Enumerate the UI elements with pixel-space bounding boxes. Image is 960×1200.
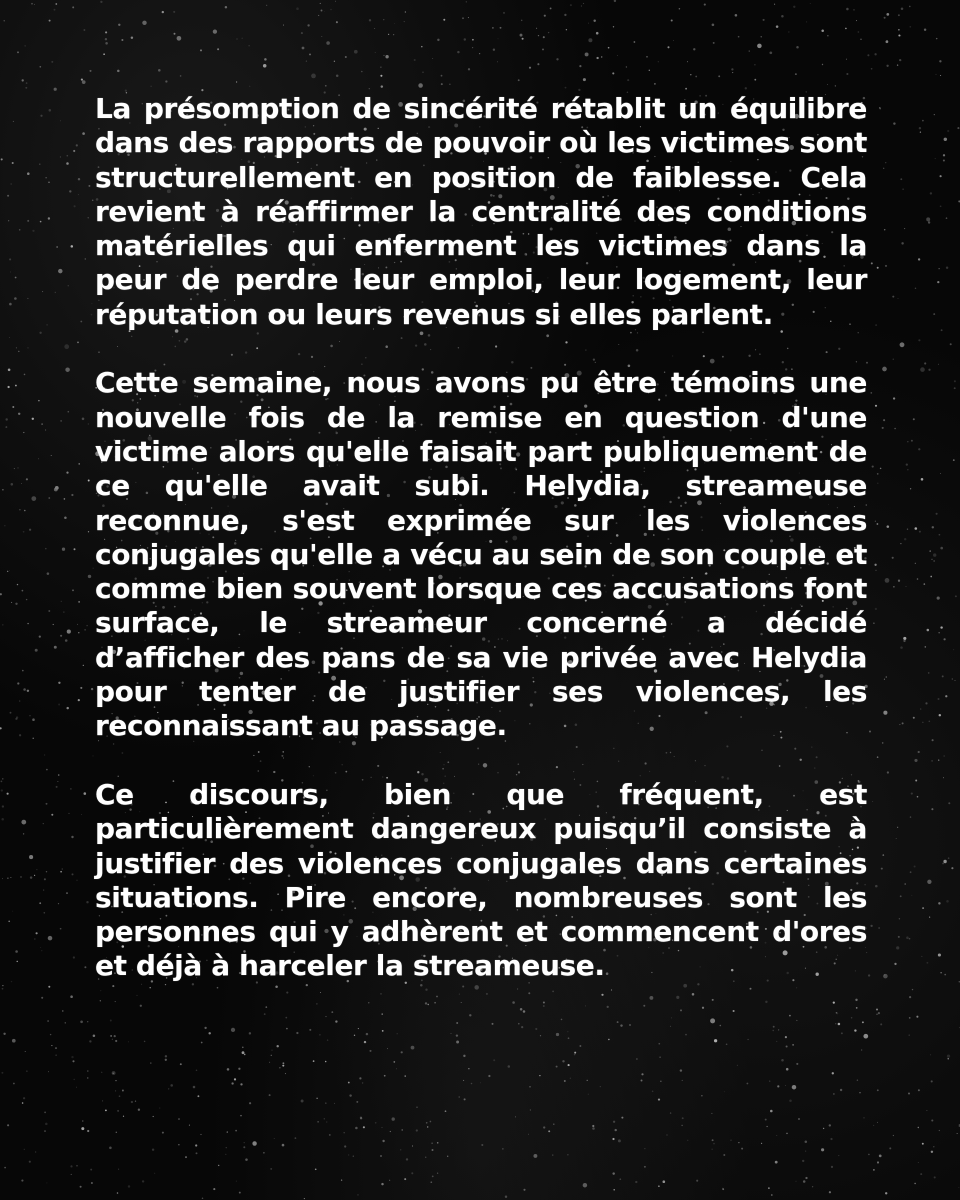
paragraph-2: Cette semaine, nous avons pu être témoins une nouvelle fois de la remise en question d'une victime alors qu'elle faisait part publiquement de ce qu'elle avait subi. Helydia, streameuse reconnue, s'est exprimée sur les violences conjugales qu'elle a vécu au sein de son couple et comme bien souvent lorsque ces accusations font surface, le streameur concerné a décidé d’afficher des pans de sa vie privée avec Helydia pour tenter de justifier ses violences, les reconnaissant au passage. (95, 366, 867, 743)
paragraph-1: La présomption de sincérité rétablit un équilibre dans des rapports de pouvoir où les victimes sont structurellement en position de faiblesse. Cela revient à réaffirmer la centralité des conditions matérielles qui enferment les victimes dans la peur de perdre leur emploi, leur logement, leur réputation ou leurs revenus si elles parlent. (95, 92, 867, 331)
paragraph-3: Ce discours, bien que fréquent, est particulièrement dangereux puisqu’il consiste à justifier des violences conjugales dans certaines situations. Pire encore, nombreuses sont les personnes qui y adhèrent et commencent d'ores et déjà à harceler la streameuse. (95, 777, 867, 983)
body-text (95, 92, 867, 984)
